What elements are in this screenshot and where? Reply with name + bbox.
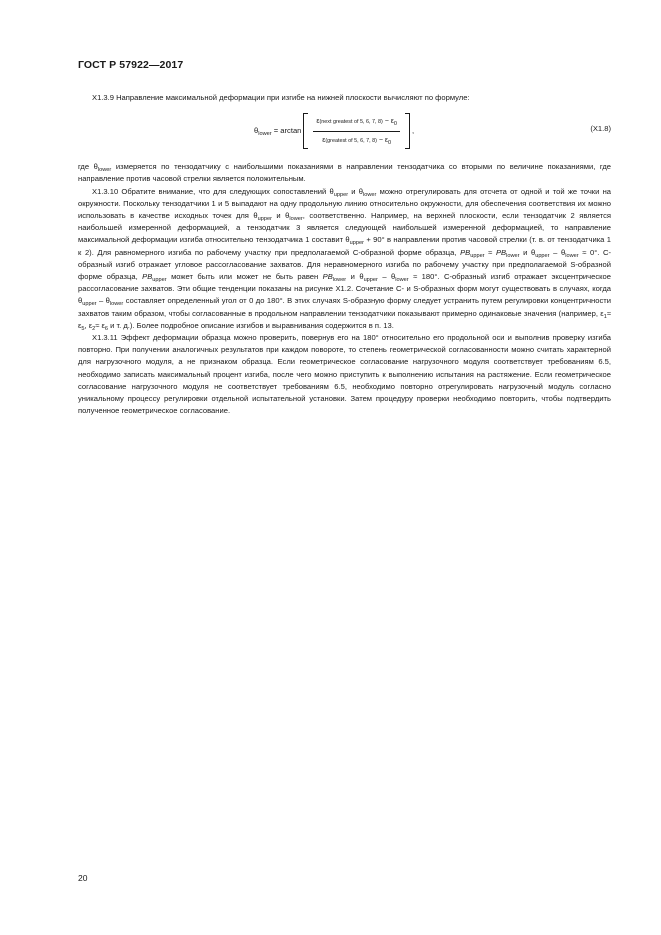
- fraction-numerator: ε(next greatest of 5, 6, 7, $8) - \varepsilon_0$: [316, 117, 397, 127]
- paragraph-where: где $\theta_{lower}$ измеряется по тензодатчику с наибольшими показаниями в направлении тензодатчика со вторыми по величине показаниями, где направление против часовой стрелки является положительным.: [78, 162, 611, 184]
- formula-expression: $\theta_{lower}$ = arctan $\frac{\varepsilon(next greatest of 5, 6, 7, 8) - \varepsilon_0}{\varepsilon(greatest of 5, 6, 7, 8) - \varepsilon_0}$ ,: [254, 111, 414, 151]
- document-body: [78, 92, 611, 417]
- equation-number: (X1.8): [590, 124, 611, 134]
- paragraph-x1-3-10: X1.3.10 Обратите внимание, что для следующих сопоставлений $\theta_{upper}$ и $\theta_{lower}$ можно отрегулировать для отсчета от одной и той же точки на окружности. Поскольку тензодатчики 1 и 5 выпадают на одну продольную линию относительно окружности, для обеспечения соответствия их можно использовать в качестве исходных точек для $\theta_{upper}$ и $\theta_{lower}$, соответственно. Например, на верхней плоскости, если тензодатчик 2 является наибольшей измеренной деформацией, а тензодатчик 3 является следующей наибольшей измеренной деформацией, то направление максимальной деформации изгиба относительно тензодатчика 1 составит $\theta_{upper} + 90^\circ$ в направлении против часовой стрелки (т. в. от тензодатчика 1 к 2). Для равномерного изгиба по рабочему участку при предполагаемой С-образной форме образца, $PB_{upper} \approx PB_{lower}$ и $\theta_{upper} - \theta_{lower} \approx 0^\circ$. С-образный изгиб отражает угловое рассогласование захватов. Для неравномерного изгиба по рабочему участку при предполагаемой S-образной форме образца, $PB_{upper}$ может быть или может не быть равен $PB_{lower}$ и $\theta_{upper} - \theta_{lower} \approx 180^\circ$. С-образный изгиб отражает эксцентрическое рассогласование захватов. Эти общие тенденции показаны на рисунке X1.2. Сочетание С- и S-образных форм могут существовать в случаях, когда $\theta_{upper} - \theta_{lower}$ составляет определенный угол от 0 до 180°. В этих случаях S-образную форму следует устранить путем регулировки концентричности захватов таким образом, чтобы согласованные в продольном направлении тензодатчики показывают примерно одинаковые значения (например, $\varepsilon_1\approx \varepsilon_5$, $\varepsilon_2\approx \varepsilon_6$ и т. д.). Более подробное описание изгибов и выравнивания содержится в п. 13.: [78, 186, 612, 332]
- formula-fraction: [313, 116, 400, 147]
- fraction-denominator: ε(greatest of 5, 6, 7, $8) - \varepsilon_0$: [322, 136, 392, 146]
- left-bracket: [303, 113, 308, 149]
- paragraph-x1-3-9-intro: X1.3.9 Направление максимальной деформации при изгибе на нижней плоскости вычисляют по формуле:: [92, 93, 470, 102]
- formula-lhs: $\theta_{lower}$: [254, 126, 272, 138]
- right-bracket: [405, 113, 410, 149]
- formula-arctan: = arctan: [273, 126, 302, 136]
- page-number: 20: [78, 873, 88, 883]
- formula-x1-8: [78, 109, 611, 155]
- document-header: ГОСТ Р 57922—2017: [78, 59, 184, 71]
- paragraph-x1-3-11: X1.3.11 Эффект деформации образца можно проверить, повернув его на 180° относительно его продольной оси и выполнив проверку изгиба повторно. При получении аналогичных результатов при каждом повороте, то степень геометрической согласованности можно считать характерной для нагрузочного модуля, а не признаком образца. Если геометрическое согласование нагрузочного модуля соответствует требованиям 6.5, необходимо записать максимальный процент изгиба, после чего можно приступить к выполнению испытания на растяжение. Если геометрическое согласование нагрузочного модуля не соответствует требованиям 6.5, необходимо повторно отрегулировать нагрузочный модуль согласно уникальному процессу регулировки отдельной испытательной установки. Затем процедуру проверки необходимо повторить, чтобы подтвердить полученное геометрическое согласование.: [78, 333, 611, 416]
- fraction-bar: [313, 131, 400, 132]
